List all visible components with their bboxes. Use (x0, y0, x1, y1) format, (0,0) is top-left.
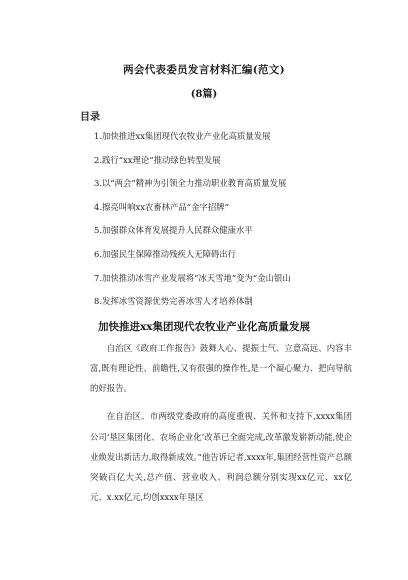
toc-heading: 目录 (80, 112, 100, 123)
toc-item: 7.加快推动冰雪产业发展将“冰天雪地”变为“金山银山 (94, 272, 291, 283)
toc-item: 6.加强民生保障推动残疾人无障碍出行 (94, 248, 236, 259)
toc-item: 5.加强群众体育发展提升人民群众健康水平 (94, 225, 253, 236)
body-paragraph: 在自治区、市两级党委政府的高度重视、关怀和支持下,xxxx集团公司‘垦区集团化、农场企业化’改革已全面完成,改革激发崭新动能,使企业焕发出新活力,取得新成效。”他告诉记者,xxxx年,集团经营性资产总额突破百亿大关,总产值、营业收入、利润总额分别实现xx亿元、xx亿元、x.xx亿元,均创xxxx年垦区 (90, 411, 352, 503)
toc-item: 3.以“两会”精神为引领全力推动职业教育高质量发展 (94, 178, 287, 189)
toc-list (94, 130, 291, 319)
body-text (90, 338, 352, 515)
document-title: 两会代表委员发言材料汇编(范文) (123, 64, 285, 76)
section-title: 加快推进xx集团现代农牧业产业化高质量发展 (97, 321, 311, 333)
document-subtitle: (8篇) (190, 89, 218, 100)
body-paragraph: 自治区《政府工作报告》鼓舞人心、提振士气、立意高远、内容丰富,既有理论性、前瞻性,又有很强的操作性,是一个凝心聚力、把向导航的好报告。 (90, 343, 352, 394)
toc-item: 1.加快推进xx集团现代农牧业产业化高质量发展 (94, 131, 271, 141)
toc-item: 2.践行“xx理论”推动绿色转型发展 (94, 154, 221, 165)
toc-item: 8.发挥冰雪资源优势完善冰雪人才培养体制 (94, 296, 253, 307)
toc-item: 4.擦亮叫响xx农畜林产品“金字招牌” (94, 201, 229, 212)
